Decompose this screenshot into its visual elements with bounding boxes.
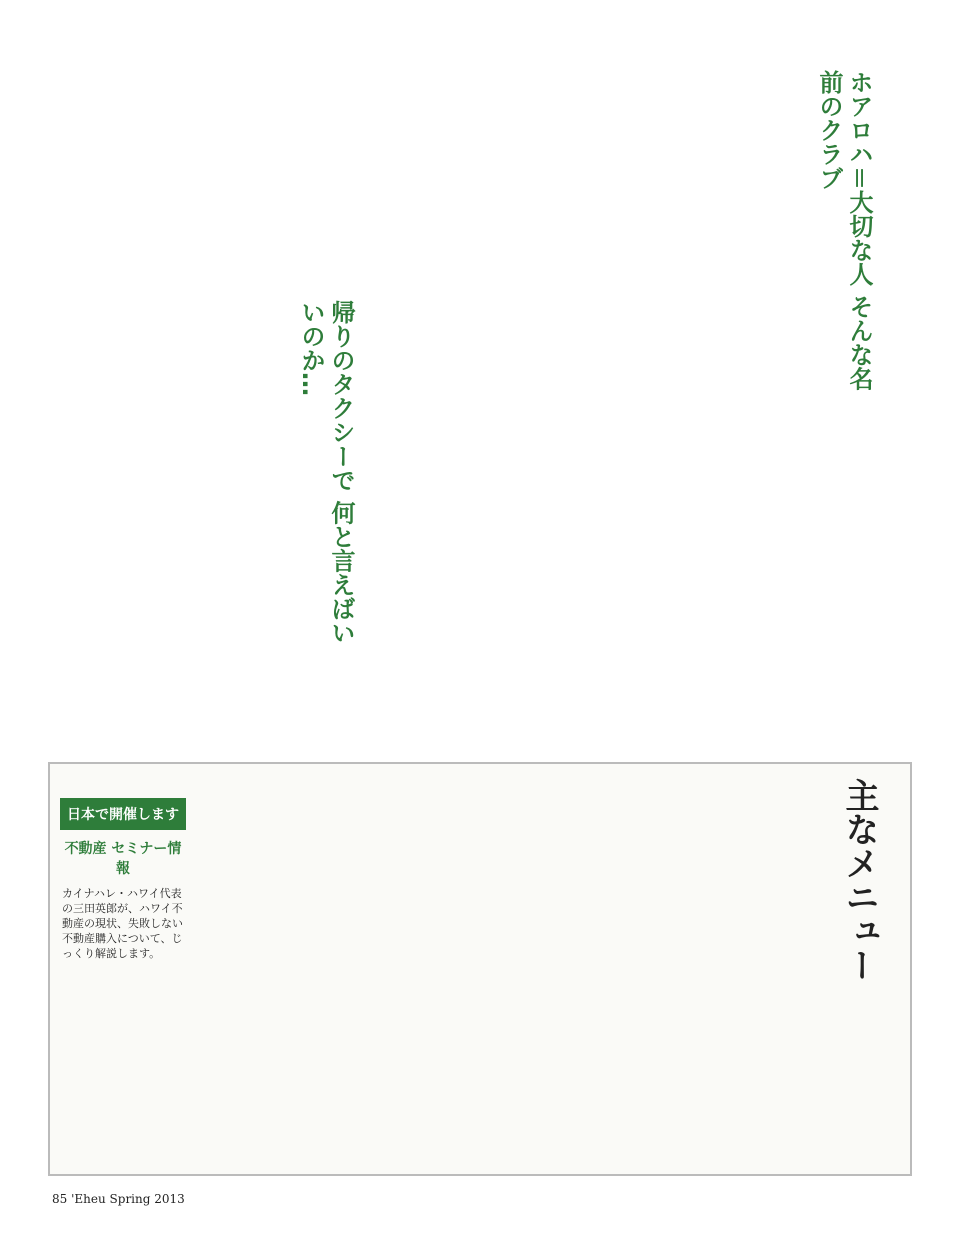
heading-taxi: 帰りのタクシーで 何と言えばいいのか… <box>297 300 355 645</box>
magazine-name: 'Eheu Spring 2013 <box>71 1192 185 1206</box>
menu-title: 主なメニュー <box>839 778 879 982</box>
seminar-desc: カイナハレ・ハワイ代表の三田英郎が、ハワイ不動産の現状、失敗しない不動産購入について、じっくり解説します。 <box>62 887 183 960</box>
seminar-banner: 日本で開催します <box>60 798 186 830</box>
seminar-panel <box>60 798 186 1168</box>
heading-hoaloha: ホアロハ＝大切な人 そんな名前のクラブ <box>815 70 873 391</box>
page-footer <box>52 1192 185 1206</box>
seminar-title: 不動産 セミナー情報 <box>64 841 182 877</box>
page-number: 85 <box>52 1192 68 1206</box>
menu-box <box>48 762 912 1176</box>
